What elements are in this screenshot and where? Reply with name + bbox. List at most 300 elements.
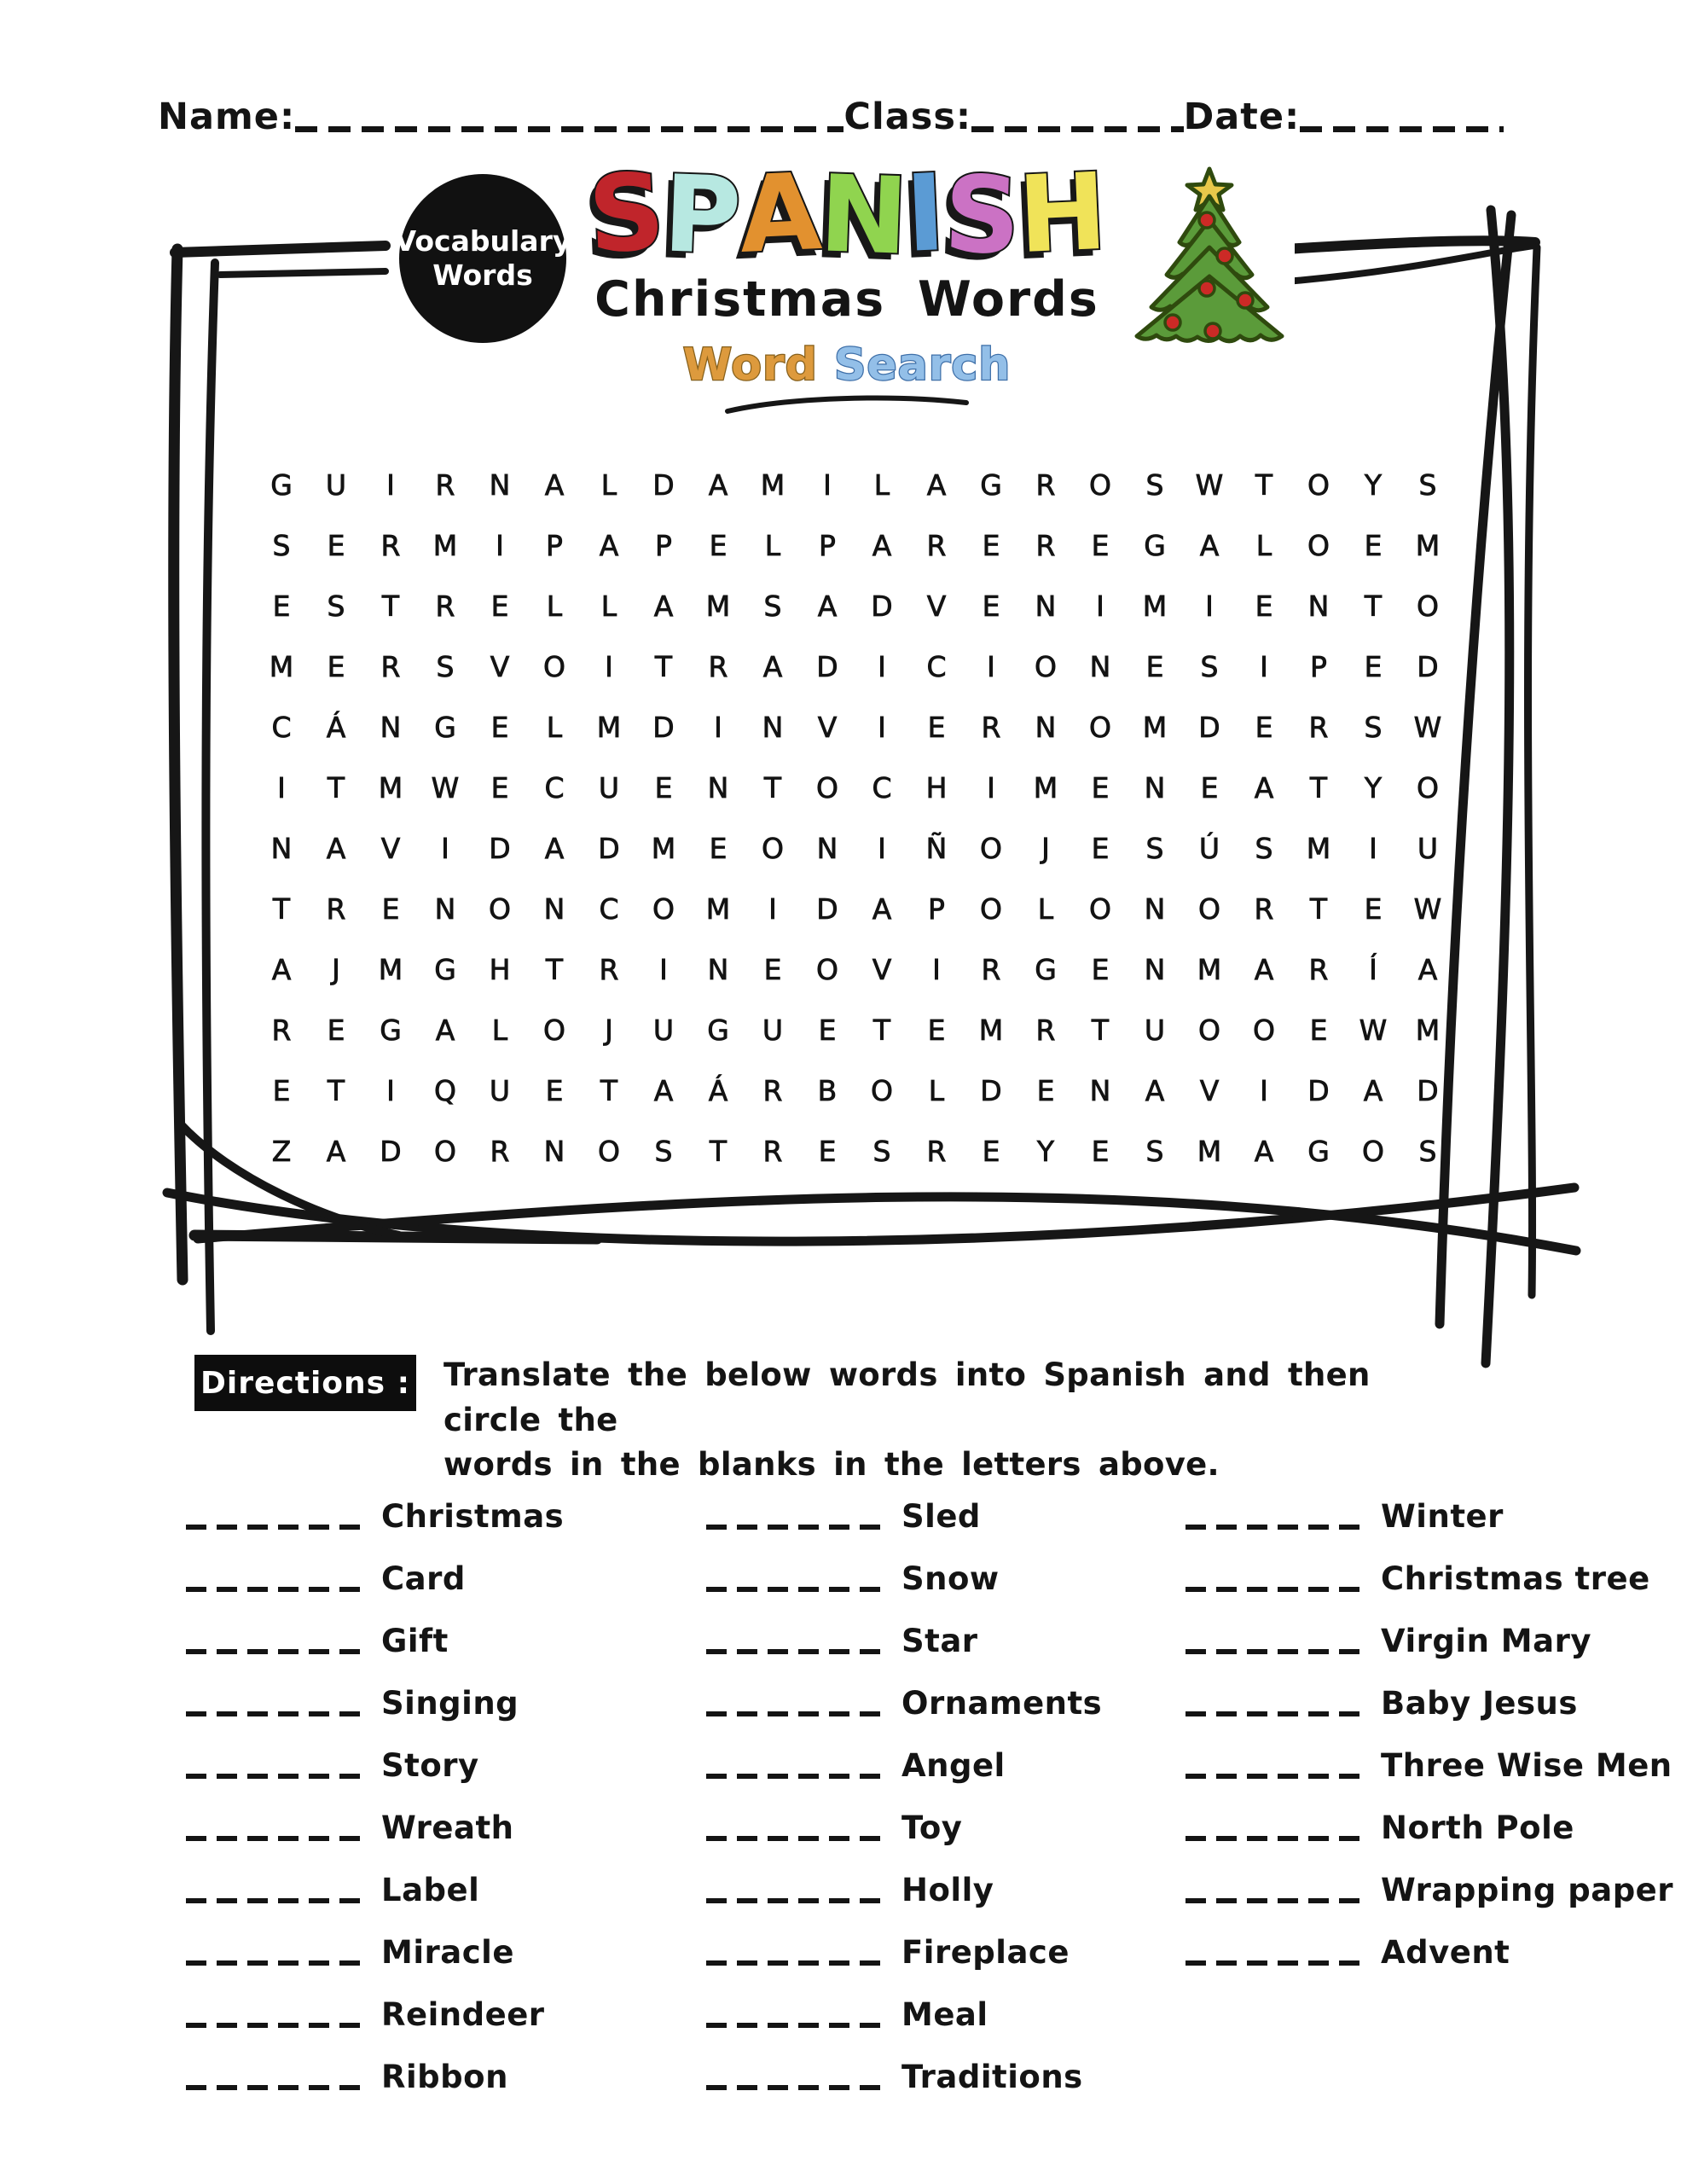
grid-letter[interactable]: O: [1035, 650, 1057, 683]
grid-letter[interactable]: S: [1418, 1135, 1437, 1168]
grid-letter[interactable]: E: [709, 529, 728, 562]
grid-letter[interactable]: E: [654, 771, 673, 804]
grid-letter[interactable]: D: [871, 590, 893, 623]
grid-letter[interactable]: M: [1306, 832, 1331, 865]
grid-letter[interactable]: E: [1255, 590, 1273, 623]
grid-letter[interactable]: G: [380, 1014, 402, 1047]
grid-letter[interactable]: N: [816, 832, 838, 865]
grid-letter[interactable]: R: [762, 1135, 783, 1168]
grid-letter[interactable]: W: [1413, 711, 1442, 744]
grid-letter[interactable]: R: [926, 1135, 947, 1168]
grid-letter[interactable]: S: [1200, 650, 1219, 683]
grid-letter[interactable]: Q: [434, 1074, 456, 1107]
translation-blank-line[interactable]: [706, 2007, 881, 2028]
grid-letter[interactable]: J: [605, 1014, 613, 1047]
translation-blank-line[interactable]: [706, 1883, 881, 1903]
grid-letter[interactable]: M: [1142, 711, 1168, 744]
grid-letter[interactable]: I: [878, 650, 886, 683]
grid-letter[interactable]: E: [709, 832, 728, 865]
grid-letter[interactable]: I: [605, 650, 613, 683]
translation-blank-line[interactable]: [1186, 1821, 1360, 1841]
grid-letter[interactable]: A: [544, 832, 565, 865]
translation-blank-line[interactable]: [1186, 1571, 1360, 1592]
grid-letter[interactable]: U: [762, 1014, 784, 1047]
grid-letter[interactable]: O: [598, 1135, 620, 1168]
grid-letter[interactable]: L: [1037, 892, 1054, 926]
grid-letter[interactable]: I: [987, 771, 995, 804]
grid-letter[interactable]: I: [878, 832, 886, 865]
translation-blank-line[interactable]: [706, 1571, 881, 1592]
grid-letter[interactable]: E: [1091, 1135, 1110, 1168]
grid-letter[interactable]: O: [652, 892, 675, 926]
grid-letter[interactable]: A: [762, 650, 783, 683]
grid-letter[interactable]: Á: [326, 711, 346, 744]
grid-letter[interactable]: S: [654, 1135, 673, 1168]
grid-letter[interactable]: O: [1198, 892, 1220, 926]
grid-letter[interactable]: T: [872, 1014, 891, 1047]
grid-letter[interactable]: G: [434, 711, 456, 744]
grid-letter[interactable]: I: [1260, 1074, 1268, 1107]
grid-letter[interactable]: L: [546, 590, 563, 623]
grid-letter[interactable]: N: [1144, 771, 1166, 804]
grid-letter[interactable]: A: [1363, 1074, 1383, 1107]
grid-letter[interactable]: T: [654, 650, 673, 683]
grid-letter[interactable]: R: [326, 892, 346, 926]
grid-letter[interactable]: A: [1417, 953, 1438, 986]
grid-letter[interactable]: O: [543, 650, 565, 683]
grid-letter[interactable]: O: [1307, 468, 1330, 502]
grid-letter[interactable]: I: [386, 1074, 395, 1107]
grid-letter[interactable]: U: [325, 468, 347, 502]
grid-letter[interactable]: O: [1417, 590, 1439, 623]
grid-letter[interactable]: S: [1364, 711, 1383, 744]
grid-letter[interactable]: E: [1255, 711, 1273, 744]
grid-letter[interactable]: L: [546, 711, 563, 744]
grid-letter[interactable]: R: [271, 1014, 292, 1047]
grid-letter[interactable]: V: [490, 650, 510, 683]
grid-letter[interactable]: G: [434, 953, 456, 986]
grid-letter[interactable]: M: [1033, 771, 1058, 804]
grid-letter[interactable]: O: [816, 771, 838, 804]
grid-letter[interactable]: N: [543, 892, 565, 926]
grid-letter[interactable]: M: [596, 711, 622, 744]
grid-letter[interactable]: E: [982, 1135, 1000, 1168]
grid-letter[interactable]: T: [1309, 892, 1328, 926]
grid-letter[interactable]: S: [1145, 832, 1164, 865]
grid-letter[interactable]: M: [760, 468, 786, 502]
grid-letter[interactable]: W: [1195, 468, 1224, 502]
grid-letter[interactable]: P: [928, 892, 945, 926]
grid-letter[interactable]: R: [981, 953, 1001, 986]
grid-letter[interactable]: I: [714, 711, 722, 744]
grid-letter[interactable]: M: [1415, 529, 1441, 562]
grid-letter[interactable]: O: [1089, 711, 1111, 744]
translation-blank-line[interactable]: [186, 1945, 361, 1966]
grid-letter[interactable]: T: [381, 590, 400, 623]
grid-letter[interactable]: O: [1362, 1135, 1384, 1168]
grid-letter[interactable]: L: [600, 590, 617, 623]
grid-letter[interactable]: Y: [1036, 1135, 1055, 1168]
grid-letter[interactable]: N: [1089, 650, 1111, 683]
grid-letter[interactable]: I: [1369, 832, 1377, 865]
grid-letter[interactable]: E: [927, 1014, 946, 1047]
grid-letter[interactable]: N: [1035, 711, 1057, 744]
grid-letter[interactable]: D: [816, 650, 838, 683]
grid-letter[interactable]: A: [872, 892, 892, 926]
grid-letter[interactable]: N: [707, 953, 729, 986]
grid-letter[interactable]: V: [380, 832, 401, 865]
grid-letter[interactable]: T: [1309, 771, 1328, 804]
grid-letter[interactable]: B: [817, 1074, 838, 1107]
grid-letter[interactable]: E: [818, 1135, 837, 1168]
grid-letter[interactable]: E: [327, 1014, 345, 1047]
grid-letter[interactable]: I: [386, 468, 395, 502]
grid-letter[interactable]: C: [599, 892, 619, 926]
grid-letter[interactable]: A: [599, 529, 619, 562]
grid-letter[interactable]: Ú: [1198, 832, 1220, 865]
grid-letter[interactable]: L: [928, 1074, 945, 1107]
grid-letter[interactable]: M: [378, 771, 403, 804]
translation-blank-line[interactable]: [186, 1634, 361, 1654]
grid-letter[interactable]: E: [1364, 650, 1383, 683]
translation-blank-line[interactable]: [186, 1571, 361, 1592]
grid-letter[interactable]: A: [708, 468, 728, 502]
grid-letter[interactable]: M: [705, 892, 731, 926]
grid-letter[interactable]: A: [817, 590, 838, 623]
grid-letter[interactable]: H: [925, 771, 948, 804]
translation-blank-line[interactable]: [1186, 1696, 1360, 1716]
translation-blank-line[interactable]: [706, 1634, 881, 1654]
grid-letter[interactable]: T: [1091, 1014, 1110, 1047]
grid-letter[interactable]: J: [332, 953, 340, 986]
grid-letter[interactable]: N: [1144, 892, 1166, 926]
grid-letter[interactable]: P: [819, 529, 836, 562]
grid-letter[interactable]: C: [544, 771, 565, 804]
grid-letter[interactable]: T: [600, 1074, 618, 1107]
translation-blank-line[interactable]: [706, 1696, 881, 1716]
grid-letter[interactable]: O: [1089, 892, 1111, 926]
grid-letter[interactable]: N: [1089, 1074, 1111, 1107]
grid-letter[interactable]: D: [489, 832, 511, 865]
grid-letter[interactable]: R: [1254, 892, 1274, 926]
grid-letter[interactable]: S: [1255, 832, 1273, 865]
grid-letter[interactable]: G: [1035, 953, 1057, 986]
grid-letter[interactable]: A: [653, 590, 674, 623]
grid-letter[interactable]: T: [545, 953, 564, 986]
grid-letter[interactable]: S: [1145, 1135, 1164, 1168]
grid-letter[interactable]: A: [271, 953, 292, 986]
grid-letter[interactable]: I: [496, 529, 504, 562]
grid-letter[interactable]: S: [436, 650, 455, 683]
grid-letter[interactable]: A: [1254, 953, 1274, 986]
grid-letter[interactable]: I: [823, 468, 832, 502]
grid-letter[interactable]: G: [707, 1014, 729, 1047]
grid-letter[interactable]: E: [1364, 529, 1383, 562]
grid-letter[interactable]: E: [1200, 771, 1219, 804]
grid-letter[interactable]: I: [1205, 590, 1214, 623]
grid-letter[interactable]: E: [1091, 529, 1110, 562]
grid-letter[interactable]: R: [380, 529, 401, 562]
grid-letter[interactable]: H: [489, 953, 511, 986]
grid-letter[interactable]: R: [926, 529, 947, 562]
grid-letter[interactable]: I: [277, 771, 286, 804]
grid-letter[interactable]: E: [1309, 1014, 1328, 1047]
grid-letter[interactable]: E: [272, 590, 291, 623]
grid-letter[interactable]: M: [1415, 1014, 1441, 1047]
grid-letter[interactable]: O: [762, 832, 784, 865]
grid-letter[interactable]: O: [980, 892, 1002, 926]
grid-letter[interactable]: N: [543, 1135, 565, 1168]
grid-letter[interactable]: M: [432, 529, 458, 562]
grid-letter[interactable]: W: [1359, 1014, 1388, 1047]
grid-letter[interactable]: E: [763, 953, 782, 986]
translation-blank-line[interactable]: [186, 1758, 361, 1779]
grid-letter[interactable]: E: [1145, 650, 1164, 683]
word-list-item: [186, 1535, 672, 1597]
grid-letter[interactable]: S: [1418, 468, 1437, 502]
grid-letter[interactable]: R: [1308, 953, 1329, 986]
grid-letter[interactable]: R: [599, 953, 619, 986]
grid-letter[interactable]: O: [543, 1014, 565, 1047]
grid-letter[interactable]: P: [655, 529, 672, 562]
grid-letter[interactable]: O: [1307, 529, 1330, 562]
grid-letter[interactable]: U: [1417, 832, 1439, 865]
grid-letter[interactable]: E: [490, 590, 509, 623]
grid-letter[interactable]: L: [491, 1014, 508, 1047]
grid-letter[interactable]: A: [435, 1014, 455, 1047]
grid-letter[interactable]: T: [327, 1074, 345, 1107]
grid-letter[interactable]: M: [705, 590, 731, 623]
grid-letter[interactable]: I: [768, 892, 777, 926]
name-blank-line[interactable]: [295, 124, 844, 132]
grid-letter[interactable]: S: [763, 590, 782, 623]
grid-letter[interactable]: M: [978, 1014, 1004, 1047]
grid-letter[interactable]: T: [1364, 590, 1383, 623]
grid-letter[interactable]: N: [1035, 590, 1057, 623]
grid-letter[interactable]: U: [1144, 1014, 1166, 1047]
grid-letter[interactable]: N: [707, 771, 729, 804]
word-search-grid[interactable]: [254, 455, 1455, 1182]
grid-letter[interactable]: E: [1036, 1074, 1055, 1107]
grid-letter[interactable]: R: [1035, 468, 1056, 502]
grid-letter[interactable]: R: [1035, 529, 1056, 562]
grid-letter[interactable]: P: [546, 529, 563, 562]
grid-letter[interactable]: T: [327, 771, 345, 804]
grid-letter[interactable]: E: [982, 590, 1000, 623]
grid-letter[interactable]: U: [652, 1014, 675, 1047]
grid-letter[interactable]: E: [1091, 832, 1110, 865]
translation-blank-line[interactable]: [186, 1883, 361, 1903]
grid-letter[interactable]: Y: [1364, 468, 1383, 502]
grid-letter[interactable]: Z: [271, 1135, 292, 1168]
grid-letter[interactable]: M: [1197, 1135, 1222, 1168]
word-list-item: [186, 1784, 672, 1846]
grid-letter[interactable]: L: [764, 529, 781, 562]
grid-letter[interactable]: I: [932, 953, 941, 986]
grid-letter[interactable]: I: [878, 711, 886, 744]
grid-letter[interactable]: D: [816, 892, 838, 926]
grid-letter[interactable]: L: [1255, 529, 1272, 562]
translation-blank-line[interactable]: [706, 1758, 881, 1779]
grid-letter[interactable]: A: [1145, 1074, 1165, 1107]
grid-letter[interactable]: D: [652, 468, 675, 502]
translation-blank-line[interactable]: [186, 1696, 361, 1716]
grid-letter[interactable]: E: [818, 1014, 837, 1047]
grid-letter[interactable]: S: [327, 590, 345, 623]
grid-letter[interactable]: T: [763, 771, 782, 804]
grid-letter[interactable]: J: [1041, 832, 1050, 865]
grid-letter[interactable]: R: [1035, 1014, 1056, 1047]
grid-letter[interactable]: R: [762, 1074, 783, 1107]
grid-letter[interactable]: D: [980, 1074, 1002, 1107]
grid-letter[interactable]: R: [708, 650, 728, 683]
grid-letter[interactable]: C: [926, 650, 947, 683]
grid-letter[interactable]: O: [816, 953, 838, 986]
grid-letter[interactable]: A: [326, 832, 346, 865]
grid-letter[interactable]: R: [380, 650, 401, 683]
grid-letter[interactable]: O: [1417, 771, 1439, 804]
grid-letter[interactable]: N: [762, 711, 784, 744]
grid-letter[interactable]: V: [872, 953, 892, 986]
translation-blank-line[interactable]: [186, 1821, 361, 1841]
grid-letter[interactable]: D: [380, 1135, 402, 1168]
grid-letter[interactable]: E: [490, 771, 509, 804]
grid-letter[interactable]: M: [651, 832, 676, 865]
grid-letter[interactable]: S: [1145, 468, 1164, 502]
grid-letter[interactable]: E: [1364, 892, 1383, 926]
grid-letter[interactable]: E: [1091, 771, 1110, 804]
grid-letter[interactable]: E: [1091, 953, 1110, 986]
grid-letter[interactable]: T: [709, 1135, 728, 1168]
grid-letter[interactable]: N: [1307, 590, 1330, 623]
grid-letter[interactable]: N: [380, 711, 402, 744]
grid-letter[interactable]: L: [600, 468, 617, 502]
grid-letter[interactable]: E: [545, 1074, 564, 1107]
grid-letter[interactable]: D: [1417, 650, 1439, 683]
translation-blank-line[interactable]: [1186, 1945, 1360, 1966]
grid-letter[interactable]: A: [1254, 1135, 1274, 1168]
grid-letter[interactable]: O: [1089, 468, 1111, 502]
grid-letter[interactable]: E: [272, 1074, 291, 1107]
grid-letter[interactable]: Ñ: [925, 832, 948, 865]
grid-letter[interactable]: O: [980, 832, 1002, 865]
grid-letter[interactable]: I: [659, 953, 668, 986]
grid-letter[interactable]: V: [926, 590, 947, 623]
translation-blank-line[interactable]: [1186, 1634, 1360, 1654]
translation-blank-line[interactable]: [1186, 1509, 1360, 1530]
grid-letter[interactable]: C: [271, 711, 292, 744]
grid-letter[interactable]: I: [441, 832, 449, 865]
grid-letter[interactable]: V: [1199, 1074, 1220, 1107]
grid-letter[interactable]: O: [489, 892, 511, 926]
grid-letter[interactable]: E: [327, 650, 345, 683]
grid-letter[interactable]: R: [1308, 711, 1329, 744]
grid-letter[interactable]: R: [490, 1135, 510, 1168]
translation-blank-line[interactable]: [1186, 1883, 1360, 1903]
grid-letter[interactable]: W: [431, 771, 460, 804]
grid-letter[interactable]: A: [653, 1074, 674, 1107]
grid-letter[interactable]: S: [272, 529, 291, 562]
grid-letter[interactable]: M: [1142, 590, 1168, 623]
grid-letter[interactable]: U: [598, 771, 620, 804]
grid-letter[interactable]: A: [326, 1135, 346, 1168]
grid-letter[interactable]: I: [987, 650, 995, 683]
grid-letter[interactable]: O: [1198, 1014, 1220, 1047]
grid-letter[interactable]: U: [489, 1074, 511, 1107]
grid-letter[interactable]: G: [1144, 529, 1166, 562]
grid-letter[interactable]: E: [927, 711, 946, 744]
directions-line1: Translate the below words into Spanish and then circle the: [443, 1356, 1371, 1438]
grid-letter[interactable]: E: [381, 892, 400, 926]
translation-blank-line[interactable]: [186, 2007, 361, 2028]
grid-letter[interactable]: R: [435, 468, 455, 502]
translation-blank-line[interactable]: [186, 2070, 361, 2090]
grid-letter[interactable]: E: [490, 711, 509, 744]
grid-letter[interactable]: N: [434, 892, 456, 926]
translation-blank-line[interactable]: [706, 2070, 881, 2090]
grid-letter[interactable]: A: [926, 468, 947, 502]
grid-letter[interactable]: R: [981, 711, 1001, 744]
grid-letter[interactable]: T: [1255, 468, 1273, 502]
grid-letter[interactable]: M: [1197, 953, 1222, 986]
grid-letter[interactable]: R: [435, 590, 455, 623]
grid-letter[interactable]: N: [270, 832, 293, 865]
grid-letter[interactable]: T: [272, 892, 291, 926]
translation-blank-line[interactable]: [706, 1945, 881, 1966]
translation-blank-line[interactable]: [1186, 1758, 1360, 1779]
grid-letter[interactable]: I: [1260, 650, 1268, 683]
grid-letter[interactable]: Y: [1364, 771, 1383, 804]
grid-letter[interactable]: A: [1199, 529, 1220, 562]
grid-letter[interactable]: A: [544, 468, 565, 502]
grid-letter[interactable]: S: [872, 1135, 891, 1168]
grid-letter[interactable]: D: [1198, 711, 1220, 744]
grid-letter[interactable]: M: [378, 953, 403, 986]
grid-letter[interactable]: D: [1307, 1074, 1330, 1107]
translation-blank-line[interactable]: [186, 1509, 361, 1530]
grid-letter[interactable]: G: [980, 468, 1002, 502]
grid-letter[interactable]: Í: [1369, 953, 1377, 986]
grid-letter[interactable]: O: [434, 1135, 456, 1168]
grid-letter[interactable]: O: [871, 1074, 893, 1107]
grid-letter[interactable]: A: [1254, 771, 1274, 804]
grid-letter[interactable]: O: [1253, 1014, 1275, 1047]
grid-letter[interactable]: G: [1307, 1135, 1330, 1168]
grid-letter[interactable]: M: [269, 650, 294, 683]
translation-blank-line[interactable]: [706, 1509, 881, 1530]
date-blank-line[interactable]: [1300, 124, 1504, 132]
grid-letter[interactable]: I: [1096, 590, 1104, 623]
grid-letter[interactable]: V: [817, 711, 838, 744]
translation-blank-line[interactable]: [706, 1821, 881, 1841]
grid-letter[interactable]: A: [872, 529, 892, 562]
grid-letter[interactable]: D: [598, 832, 620, 865]
grid-letter[interactable]: C: [872, 771, 892, 804]
grid-letter[interactable]: E: [982, 529, 1000, 562]
header-fill-in-line: [158, 96, 1504, 138]
grid-letter[interactable]: E: [327, 529, 345, 562]
grid-letter[interactable]: P: [1310, 650, 1327, 683]
grid-letter[interactable]: G: [270, 468, 293, 502]
grid-letter[interactable]: L: [873, 468, 890, 502]
grid-letter[interactable]: N: [489, 468, 511, 502]
grid-letter[interactable]: N: [1144, 953, 1166, 986]
class-blank-line[interactable]: [971, 124, 1183, 132]
grid-letter[interactable]: D: [652, 711, 675, 744]
grid-letter[interactable]: W: [1413, 892, 1442, 926]
grid-letter[interactable]: Á: [708, 1074, 728, 1107]
grid-letter[interactable]: D: [1417, 1074, 1439, 1107]
